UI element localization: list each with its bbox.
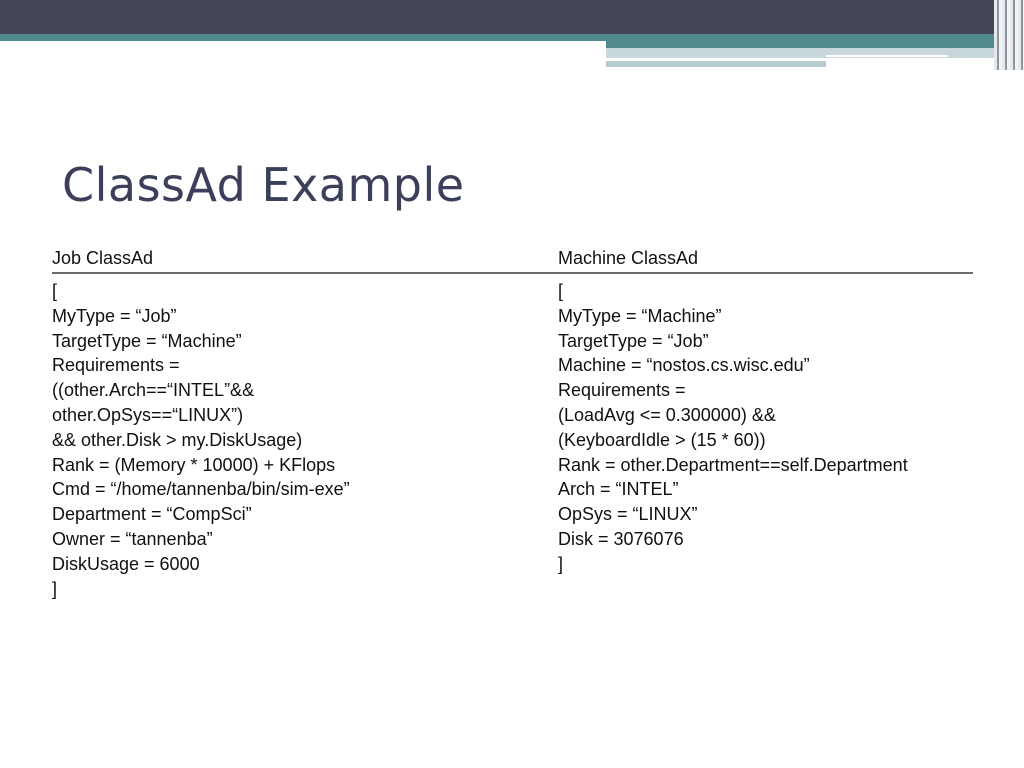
machine-classad-line: (KeyboardIdle > (15 * 60)) <box>558 429 766 450</box>
machine-classad-line: ] <box>558 553 564 574</box>
job-classad-line: DiskUsage = 6000 <box>52 553 200 574</box>
job-classad-heading: Job ClassAd <box>52 248 154 268</box>
heading-rule <box>52 272 973 274</box>
machine-classad-line: Arch = “INTEL” <box>558 479 679 500</box>
job-classad-line: [ <box>52 281 58 301</box>
job-classad-line: TargetType = “Machine” <box>52 330 242 351</box>
header-band-dark <box>0 0 1024 34</box>
machine-classad-line: Requirements = <box>558 380 686 401</box>
machine-classad-heading: Machine ClassAd <box>558 248 699 268</box>
machine-classad-line: (LoadAvg <= 0.300000) && <box>558 404 776 425</box>
machine-classad-column <box>558 244 973 574</box>
classad-figure <box>52 244 973 614</box>
machine-classad-line: MyType = “Machine” <box>558 305 722 326</box>
job-classad-lines <box>52 279 350 601</box>
slide-title: ClassAd Example <box>62 158 465 212</box>
machine-classad-lines <box>558 279 908 577</box>
job-classad-line: Requirements = <box>52 355 180 376</box>
header-stripes <box>994 0 1024 70</box>
job-classad-line: ] <box>52 578 58 599</box>
job-classad-line: && other.Disk > my.DiskUsage) <box>52 429 303 450</box>
job-classad-line: Department = “CompSci” <box>52 504 252 525</box>
job-classad-line: Owner = “tannenba” <box>52 528 213 549</box>
machine-classad-line: TargetType = “Job” <box>558 330 709 351</box>
machine-classad-line: Machine = “nostos.cs.wisc.edu” <box>558 355 810 376</box>
job-classad-column <box>52 244 542 599</box>
job-classad-line: MyType = “Job” <box>52 305 177 326</box>
machine-classad-line: [ <box>558 281 564 301</box>
job-classad-line: ((other.Arch==“INTEL”&& <box>52 380 255 401</box>
job-classad-line: other.OpSys==“LINUX”) <box>52 404 244 425</box>
job-classad-line: Rank = (Memory * 10000) + KFlops <box>52 454 336 475</box>
machine-classad-line: Disk = 3076076 <box>558 528 684 549</box>
job-classad-line: Cmd = “/home/tannenba/bin/sim-exe” <box>52 479 350 500</box>
header-band-gap <box>0 41 606 48</box>
header-accent-line <box>826 55 948 57</box>
machine-classad-line: Rank = other.Department==self.Department <box>558 454 908 475</box>
header-accent-bar-lower <box>606 61 826 67</box>
machine-classad-line: OpSys = “LINUX” <box>558 504 698 525</box>
